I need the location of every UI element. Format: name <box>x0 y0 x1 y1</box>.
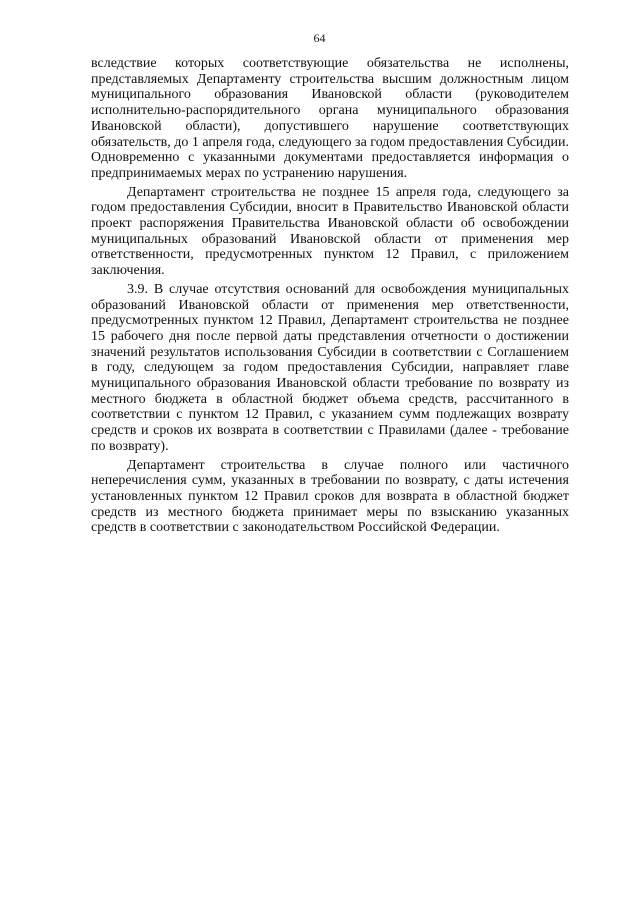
paragraph-clause-3-9: 3.9. В случае отсутствия оснований для освобождения муниципальных образований Ивановской области от применения мер ответственности, предусмотренных пунктом 12 Правил, Департамент строительства не позднее 15 рабочего дня после первой даты представления отчетности о достижении значений результатов использования Субсидии в соответствии с Соглашением в году, следующем за годом предоставления Субсидии, направляет главе муниципального образования Ивановской области требование по возврату из местного бюджета в областной бюджет объема средств, рассчитанного в соответствии с пунктом 12 Правил, с указанием сумм подлежащих возврату средств и сроков их возврата в соответствии с Правилами (далее - требование по возврату). <box>91 281 569 454</box>
paragraph-continuation: вследствие которых соответствующие обязательства не исполнены, представляемых Департаменту строительства высшим должностным лицом муниципального образования Ивановской области (руководителем исполнительно-распорядительного органа муниципального образования Ивановской области), допустившего нарушение соответствующих обязательств, до 1 апреля года, следующего за годом предоставления Субсидии. Одновременно с указанными документами предоставляется информация о предпринимаемых мерах по устранению нарушения. <box>91 56 570 181</box>
document-body <box>91 56 569 536</box>
page-number: 64 <box>313 31 326 45</box>
paragraph-department-deadline: Департамент строительства не позднее 15 апреля года, следующего за годом предоставления Субсидии, вносит в Правительство Ивановской области проект распоряжения Правительства Ивановской области об освобождении муниципальных образований Ивановской области от применения мер ответственности, предусмотренных пунктом 12 Правил, с приложением заключения. <box>91 184 569 279</box>
paragraph-recovery-measures: Департамент строительства в случае полного или частичного неперечисления сумм, указанных в требовании по возврату, с даты истечения установленных пунктом 12 Правил сроков для возврата в областной бюджет средств из местного бюджета принимает меры по взысканию указанных средств в соответствии с законодательством Российской Федерации. <box>91 457 569 536</box>
